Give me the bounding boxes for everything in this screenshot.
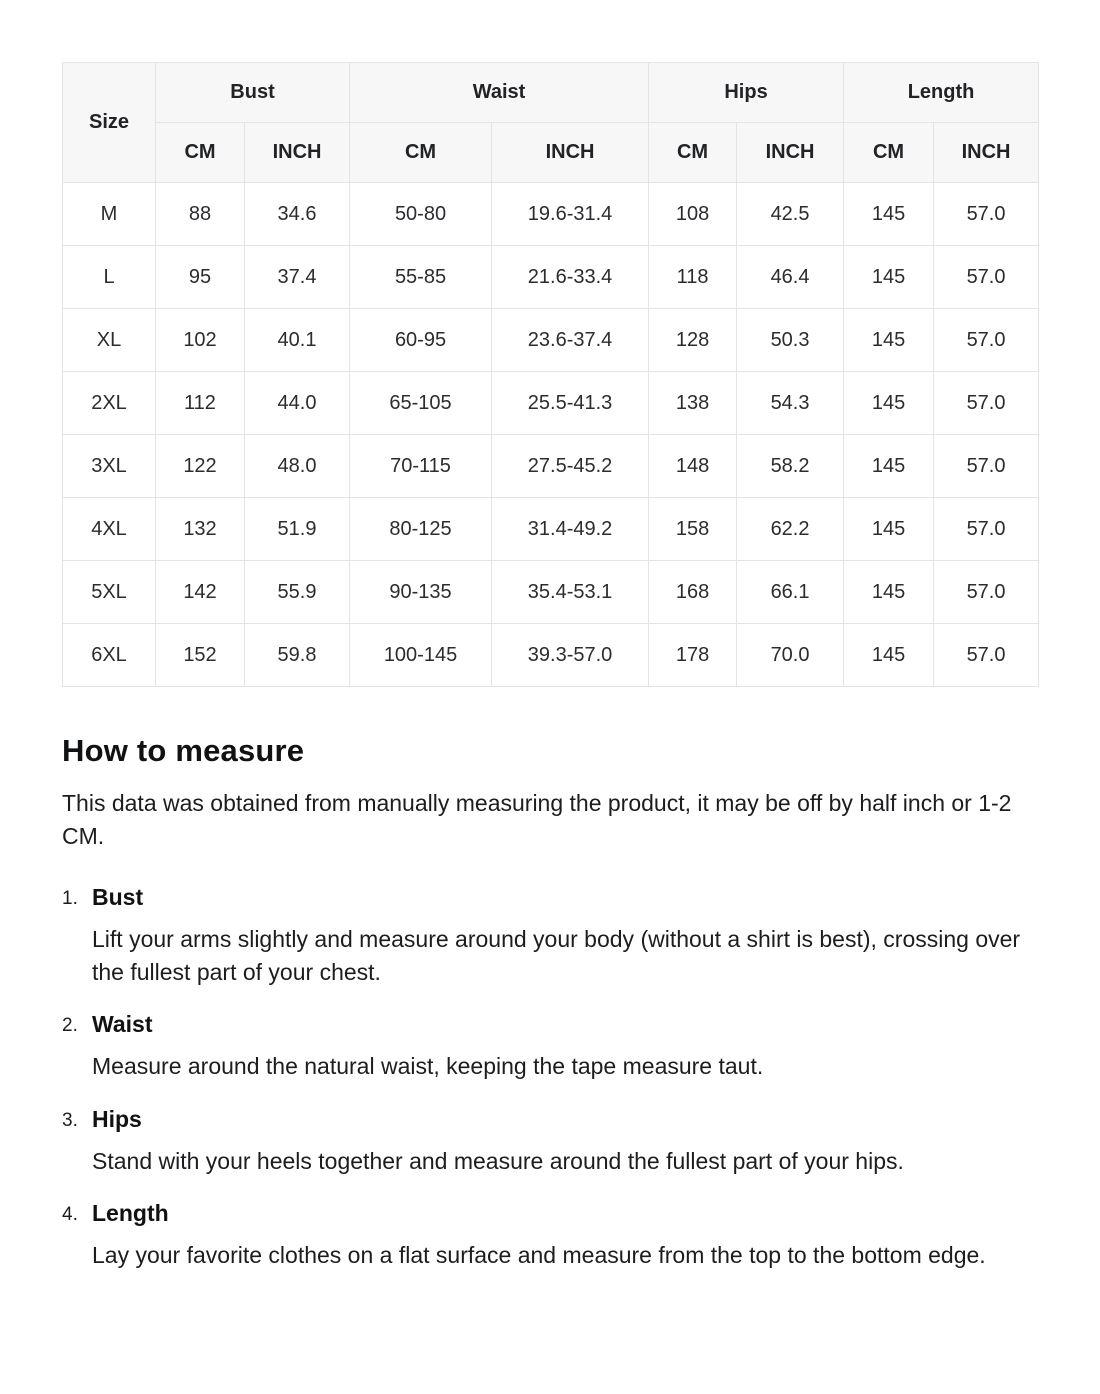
size-row-l [63, 246, 1039, 309]
step-description: Measure around the natural waist, keeping the tape measure taut. [92, 1053, 764, 1080]
col-header-length-inch: INCH [934, 123, 1039, 183]
waist-cm-cell: 50-80 [350, 183, 492, 246]
bust-inch-cell: 44.0 [245, 372, 350, 435]
hips-cm-cell: 148 [649, 435, 737, 498]
hips-inch-cell: 50.3 [737, 309, 844, 372]
measure-step-waist [62, 1011, 1038, 1083]
hips-cm-cell: 108 [649, 183, 737, 246]
step-body [92, 1011, 1038, 1083]
size-chart-header [63, 63, 1039, 183]
length-cm-cell: 145 [844, 309, 934, 372]
size-chart-body [63, 183, 1039, 687]
bust-cm-cell: 122 [156, 435, 245, 498]
measure-step-length [62, 1200, 1038, 1272]
length-cm-cell: 145 [844, 624, 934, 687]
size-chart-table [62, 62, 1039, 687]
size-cell: 3XL [63, 435, 156, 498]
step-description: Lay your favorite clothes on a flat surface and measure from the top to the bottom edge. [92, 1242, 986, 1269]
bust-cm-cell: 102 [156, 309, 245, 372]
step-title: Bust [92, 883, 144, 910]
col-header-length: Length [844, 63, 1039, 123]
col-header-hips: Hips [649, 63, 844, 123]
col-header-bust: Bust [156, 63, 350, 123]
size-cell: XL [63, 309, 156, 372]
hips-cm-cell: 158 [649, 498, 737, 561]
bust-inch-cell: 51.9 [245, 498, 350, 561]
hips-cm-cell: 168 [649, 561, 737, 624]
size-cell: 2XL [63, 372, 156, 435]
length-inch-cell: 57.0 [934, 435, 1039, 498]
size-cell: 4XL [63, 498, 156, 561]
length-cm-cell: 145 [844, 183, 934, 246]
length-cm-cell: 145 [844, 435, 934, 498]
col-header-hips-cm: CM [649, 123, 737, 183]
bust-inch-cell: 55.9 [245, 561, 350, 624]
how-to-measure-title: How to measure [62, 733, 305, 768]
size-row-m [63, 183, 1039, 246]
length-inch-cell: 57.0 [934, 561, 1039, 624]
waist-cm-cell: 65-105 [350, 372, 492, 435]
length-inch-cell: 57.0 [934, 183, 1039, 246]
hips-inch-cell: 42.5 [737, 183, 844, 246]
waist-inch-cell: 39.3-57.0 [492, 624, 649, 687]
bust-cm-cell: 152 [156, 624, 245, 687]
waist-inch-cell: 23.6-37.4 [492, 309, 649, 372]
col-header-waist-cm: CM [350, 123, 492, 183]
length-cm-cell: 145 [844, 561, 934, 624]
waist-inch-cell: 19.6-31.4 [492, 183, 649, 246]
hips-inch-cell: 66.1 [737, 561, 844, 624]
waist-inch-cell: 31.4-49.2 [492, 498, 649, 561]
step-title: Length [92, 1200, 169, 1227]
length-inch-cell: 57.0 [934, 309, 1039, 372]
length-inch-cell: 57.0 [934, 372, 1039, 435]
bust-cm-cell: 142 [156, 561, 245, 624]
bust-inch-cell: 48.0 [245, 435, 350, 498]
length-cm-cell: 145 [844, 246, 934, 309]
bust-cm-cell: 112 [156, 372, 245, 435]
waist-cm-cell: 80-125 [350, 498, 492, 561]
measure-step-bust [62, 884, 1038, 990]
waist-cm-cell: 60-95 [350, 309, 492, 372]
step-title: Hips [92, 1105, 142, 1132]
step-number: 4. [62, 1204, 78, 1226]
size-cell: 5XL [63, 561, 156, 624]
bust-inch-cell: 40.1 [245, 309, 350, 372]
header-row-groups [63, 63, 1039, 123]
hips-inch-cell: 58.2 [737, 435, 844, 498]
measure-steps-list [62, 884, 1038, 1273]
col-header-waist: Waist [350, 63, 649, 123]
size-row-5xl [63, 561, 1039, 624]
how-to-measure-intro: This data was obtained from manually measuring the product, it may be off by half inch or 1-2 CM. [62, 790, 1012, 850]
bust-inch-cell: 59.8 [245, 624, 350, 687]
hips-inch-cell: 62.2 [737, 498, 844, 561]
bust-inch-cell: 37.4 [245, 246, 350, 309]
hips-cm-cell: 138 [649, 372, 737, 435]
step-body [92, 1106, 1038, 1178]
size-row-6xl [63, 624, 1039, 687]
bust-cm-cell: 132 [156, 498, 245, 561]
step-description: Stand with your heels together and measure around the fullest part of your hips. [92, 1147, 904, 1174]
waist-inch-cell: 25.5-41.3 [492, 372, 649, 435]
length-inch-cell: 57.0 [934, 624, 1039, 687]
col-header-length-cm: CM [844, 123, 934, 183]
waist-cm-cell: 90-135 [350, 561, 492, 624]
hips-inch-cell: 46.4 [737, 246, 844, 309]
bust-cm-cell: 88 [156, 183, 245, 246]
size-cell: L [63, 246, 156, 309]
hips-cm-cell: 118 [649, 246, 737, 309]
length-cm-cell: 145 [844, 498, 934, 561]
waist-cm-cell: 55-85 [350, 246, 492, 309]
waist-cm-cell: 70-115 [350, 435, 492, 498]
size-row-4xl [63, 498, 1039, 561]
bust-cm-cell: 95 [156, 246, 245, 309]
length-inch-cell: 57.0 [934, 498, 1039, 561]
size-row-3xl [63, 435, 1039, 498]
size-cell: 6XL [63, 624, 156, 687]
col-header-size: Size [63, 63, 156, 183]
length-inch-cell: 57.0 [934, 246, 1039, 309]
waist-inch-cell: 27.5-45.2 [492, 435, 649, 498]
hips-inch-cell: 70.0 [737, 624, 844, 687]
step-number: 2. [62, 1015, 78, 1037]
length-cm-cell: 145 [844, 372, 934, 435]
measure-step-hips [62, 1106, 1038, 1178]
col-header-bust-cm: CM [156, 123, 245, 183]
col-header-bust-inch: INCH [245, 123, 350, 183]
step-body [92, 1200, 1038, 1272]
col-header-waist-inch: INCH [492, 123, 649, 183]
hips-inch-cell: 54.3 [737, 372, 844, 435]
step-number: 1. [62, 887, 78, 909]
size-row-2xl [63, 372, 1039, 435]
header-row-units [63, 123, 1039, 183]
size-cell: M [63, 183, 156, 246]
step-title: Waist [92, 1011, 153, 1038]
waist-inch-cell: 21.6-33.4 [492, 246, 649, 309]
size-row-xl [63, 309, 1039, 372]
hips-cm-cell: 128 [649, 309, 737, 372]
waist-cm-cell: 100-145 [350, 624, 492, 687]
step-number: 3. [62, 1109, 78, 1131]
step-description: Lift your arms slightly and measure around your body (without a shirt is best), crossing over the fullest part of your chest. [92, 925, 1021, 986]
hips-cm-cell: 178 [649, 624, 737, 687]
col-header-hips-inch: INCH [737, 123, 844, 183]
waist-inch-cell: 35.4-53.1 [492, 561, 649, 624]
step-body [92, 884, 1038, 990]
bust-inch-cell: 34.6 [245, 183, 350, 246]
